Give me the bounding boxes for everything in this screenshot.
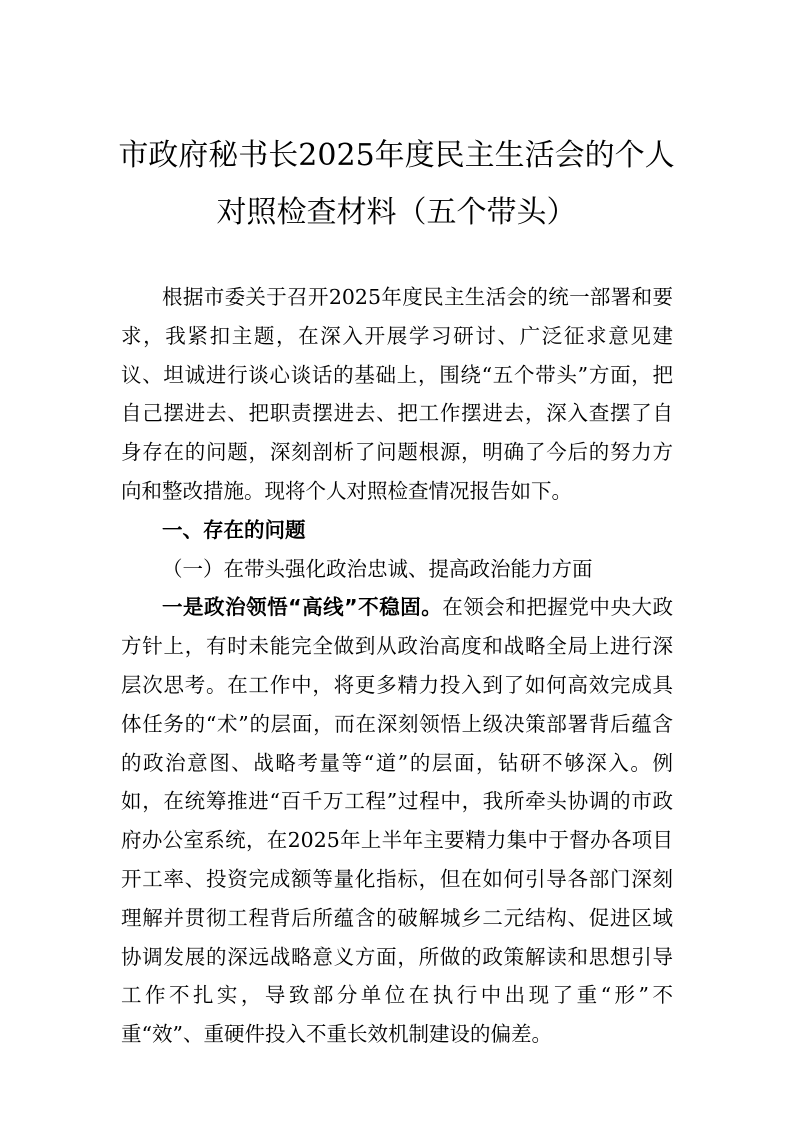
point-paragraph [121,588,673,1054]
document-title-line-2: 对照检查材料（五个带头） [216,195,577,230]
point-lead: 一是政治领悟“高线”不稳固。 [162,595,443,620]
document-body [121,278,673,1054]
section-heading: 一、存在的问题 [162,517,306,542]
intro-paragraph: 根据市委关于召开2025年度民主生活会的统一部署和要求，我紧扣主题，在深入开展学习研讨、广泛征求意见建议、坦诚进行谈心谈话的基础上，围绕“五个带头”方面，把自己摆进去、把职责摆进去、把工作摆进去，深入查摆了自身存在的问题，深刻剖析了问题根源，明确了今后的努力方向和整改措施。现将个人对照检查情况报告如下。 [121,285,673,503]
point-body: 在领会和把握党中央大政方针上，有时未能完全做到从政治高度和战略全局上进行深层次思考。在工作中，将更多精力投入到了如何高效完成具体任务的“术”的层面，而在深刻领悟上级决策部署背后蕴含的政治意图、战略考量等“道”的层面，钻研不够深入。例如，在统筹推进“百千万工程”过程中，我所牵头协调的市政府办公室系统，在2025年上半年主要精力集中于督办各项目开工率、投资完成额等量化指标，但在如何引导各部门深刻理解并贯彻工程背后所蕴含的破解城乡二元结构、促进区域协调发展的深远战略意义方面，所做的政策解读和思想引导工作不扎实，导致部分单位在执行中出现了重“形”不重“效”、重硬件投入不重长效机制建设的偏差。 [121,595,673,1047]
document-title-line-1: 市政府秘书长2025年度民主生活会的个人 [118,138,675,173]
subsection-heading: （一）在带头强化政治忠诚、提高政治能力方面 [162,556,593,581]
